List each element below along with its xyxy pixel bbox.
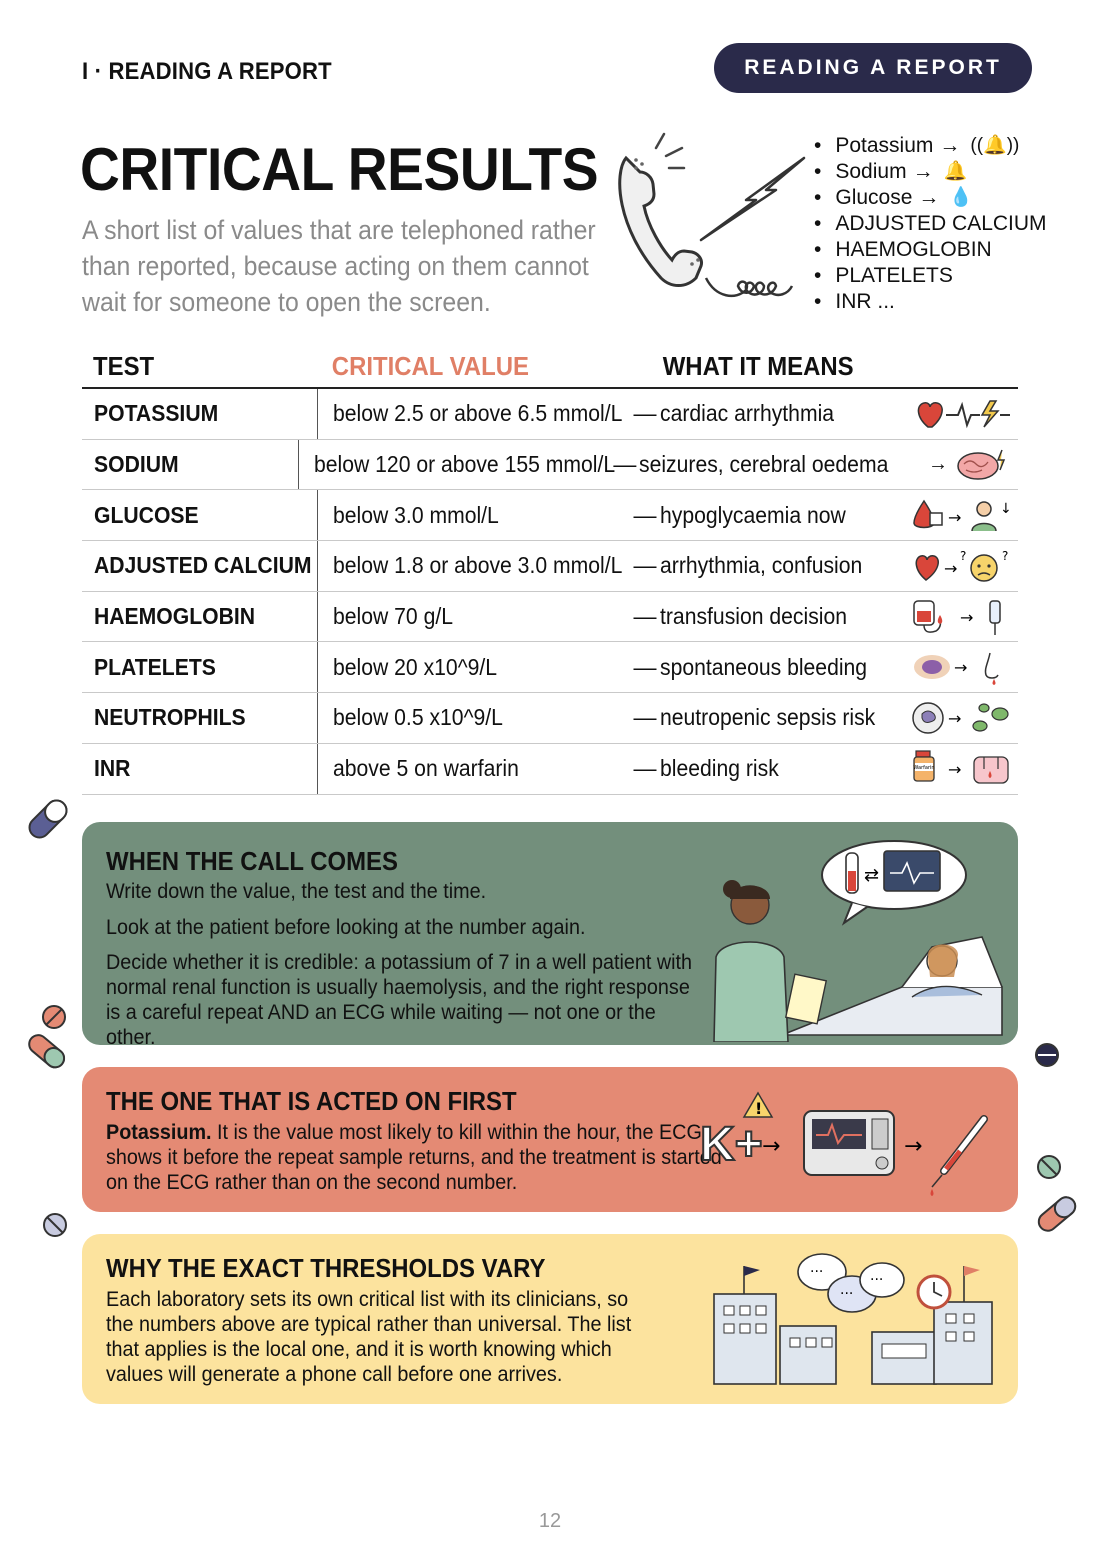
test-name: GLUCOSE: [94, 501, 199, 528]
dash: —: [633, 704, 657, 731]
dash: —: [633, 400, 657, 427]
brain-icon: [910, 448, 1018, 482]
meaning: neutropenic sepsis risk: [660, 704, 876, 731]
dash: —: [633, 552, 657, 579]
svg-text:⇄: ⇄: [864, 865, 880, 886]
svg-text:→: →: [944, 558, 958, 578]
bell-icon: 🔔: [943, 161, 968, 182]
heart-confused-icon: [900, 548, 1018, 584]
svg-text:→: →: [948, 759, 962, 779]
table-row: [82, 744, 1018, 795]
critical-value: below 2.5 or above 6.5 mmol/L: [333, 400, 623, 427]
column-header-means: WHAT IT MEANS: [662, 350, 854, 381]
page-number: 12: [538, 1510, 562, 1532]
column-header-critical: CRITICAL VALUE: [331, 350, 529, 381]
tablet-icon: [40, 1003, 68, 1031]
svg-text:→: →: [762, 1134, 781, 1159]
capsule-icon: [28, 795, 68, 843]
card-title: WHEN THE CALL COMES: [106, 846, 398, 876]
page-title: CRITICAL RESULTS: [80, 136, 599, 203]
table-row: [82, 693, 1018, 744]
capsule-icon: [1032, 1190, 1082, 1238]
telephone-icon: [606, 128, 816, 308]
section-label: I · READING A REPORT: [82, 58, 332, 85]
heart-ecg-icon: [900, 397, 1018, 431]
svg-text:→: →: [960, 607, 974, 627]
critical-value: below 0.5 x10^9/L: [333, 704, 503, 731]
table-row: [82, 389, 1018, 440]
tablet-icon: [1032, 1040, 1062, 1070]
table-row: [82, 541, 1018, 592]
when-call-comes-card: [82, 822, 1018, 1049]
tablet-icon: [40, 1210, 70, 1240]
bullet-item: • HAEMOGLOBIN: [814, 237, 1047, 263]
svg-text:···: ···: [810, 1264, 824, 1280]
card-title: WHY THE EXACT THRESHOLDS VARY: [106, 1253, 546, 1283]
sugar-person-icon: [900, 497, 1018, 533]
card-text: Potassium. It is the value most likely to kill within the hour, the ECG shows it before the repeat sample returns, and the treatment is started on the ECG rather than on the second number.: [106, 1120, 722, 1194]
svg-text:→: →: [904, 1134, 923, 1159]
meaning: arrhythmia, confusion: [660, 552, 863, 579]
test-name: NEUTROPHILS: [94, 704, 246, 731]
card-line: Decide whether it is credible: a potassium of 7 in a well patient with normal renal function is usually haemolysis, and the right response is a careful repeat AND an ECG while waiting — not one or the other.: [106, 950, 693, 1049]
lead-word: Potassium.: [106, 1120, 212, 1144]
test-name: PLATELETS: [94, 653, 216, 680]
bullet-item: • Potassium → ((🔔)): [814, 133, 1047, 159]
blood-drop-icon: 💧: [949, 187, 974, 208]
critical-value: below 20 x10^9/L: [333, 653, 498, 680]
svg-text:?: ?: [1002, 548, 1009, 563]
test-name: ADJUSTED CALCIUM: [94, 552, 312, 579]
meaning: transfusion decision: [660, 603, 848, 630]
meaning: seizures, cerebral oedema: [638, 451, 888, 478]
card-line: Write down the value, the test and the time.: [106, 879, 487, 903]
svg-text:!: !: [755, 1099, 763, 1118]
svg-text:→: →: [954, 658, 968, 678]
meaning: hypoglycaemia now: [660, 501, 846, 528]
warfarin-label: Warfarin: [913, 764, 935, 771]
dash: —: [633, 603, 657, 630]
meaning: bleeding risk: [660, 755, 779, 782]
bullet-item: • INR ...: [814, 289, 1047, 315]
card-title: THE ONE THAT IS ACTED ON FIRST: [106, 1086, 517, 1116]
critical-bullet-list: [814, 133, 1047, 315]
test-name: INR: [94, 755, 131, 782]
card-line: Look at the patient before looking at the number again.: [106, 915, 586, 939]
table-row: [82, 440, 1018, 491]
meaning: spontaneous bleeding: [660, 653, 868, 680]
table-row: [82, 490, 1018, 541]
tablet-icon: [1034, 1152, 1064, 1182]
test-name: HAEMOGLOBIN: [94, 603, 256, 630]
ecg-monitor-syringe-icon: [732, 1089, 1012, 1199]
thresholds-card: [82, 1234, 1018, 1404]
test-name: POTASSIUM: [94, 400, 219, 427]
dash: —: [613, 451, 637, 478]
svg-text:→: →: [948, 708, 962, 728]
critical-value: above 5 on warfarin: [333, 755, 519, 782]
dash: —: [633, 501, 657, 528]
critical-value: below 1.8 or above 3.0 mmol/L: [333, 552, 623, 579]
potassium-symbol: K+: [700, 1118, 763, 1171]
test-name: SODIUM: [94, 451, 179, 478]
hospital-buildings-icon: [702, 1244, 1002, 1394]
svg-text:↓: ↓: [1000, 501, 1012, 518]
bruise-nosebleed-icon: [900, 649, 1018, 685]
svg-text:···: ···: [840, 1286, 854, 1302]
bullet-item: • Glucose → 💧: [814, 185, 1047, 211]
critical-values-table: [82, 345, 1018, 795]
table-row: [82, 592, 1018, 643]
svg-text:?: ?: [960, 548, 967, 563]
bullet-item: • ADJUSTED CALCIUM: [814, 211, 1047, 237]
table-header-row: [82, 345, 1018, 389]
card-text: Each laboratory sets its own critical list with its clinicians, so the numbers above are typical rather than universal. The list that applies is the local one, and it is worth knowing which values will generate a phone call before one arrives.: [106, 1287, 632, 1386]
critical-value: below 3.0 mmol/L: [333, 501, 499, 528]
bullet-item: • PLATELETS: [814, 263, 1047, 289]
dash: —: [633, 755, 657, 782]
page-subtitle: A short list of values that are telephoned rather than reported, because acting on them cannot wait for someone to open the screen.: [82, 215, 596, 317]
meaning: cardiac arrhythmia: [660, 400, 835, 427]
bullet-item: • Sodium → 🔔: [814, 159, 1047, 185]
warfarin-gum-icon: [900, 749, 1018, 789]
header-badge: READING A REPORT: [714, 43, 1032, 93]
dash: —: [633, 653, 657, 680]
table-row: [82, 642, 1018, 693]
column-header-test: TEST: [93, 350, 155, 381]
cell-bacteria-icon: [900, 700, 1018, 736]
blood-bag-icon: [900, 597, 1018, 637]
capsule-icon: [22, 1030, 70, 1074]
arrow: →: [928, 453, 948, 476]
critical-value: below 120 or above 155 mmol/L: [314, 451, 616, 478]
acted-on-first-card: [82, 1067, 1018, 1212]
svg-text:···: ···: [870, 1272, 884, 1288]
svg-text:→: →: [948, 508, 962, 528]
nurse-patient-illustration: [702, 837, 1012, 1042]
ringing-bell-icon: ((🔔)): [970, 135, 1020, 156]
critical-value: below 70 g/L: [333, 603, 454, 630]
